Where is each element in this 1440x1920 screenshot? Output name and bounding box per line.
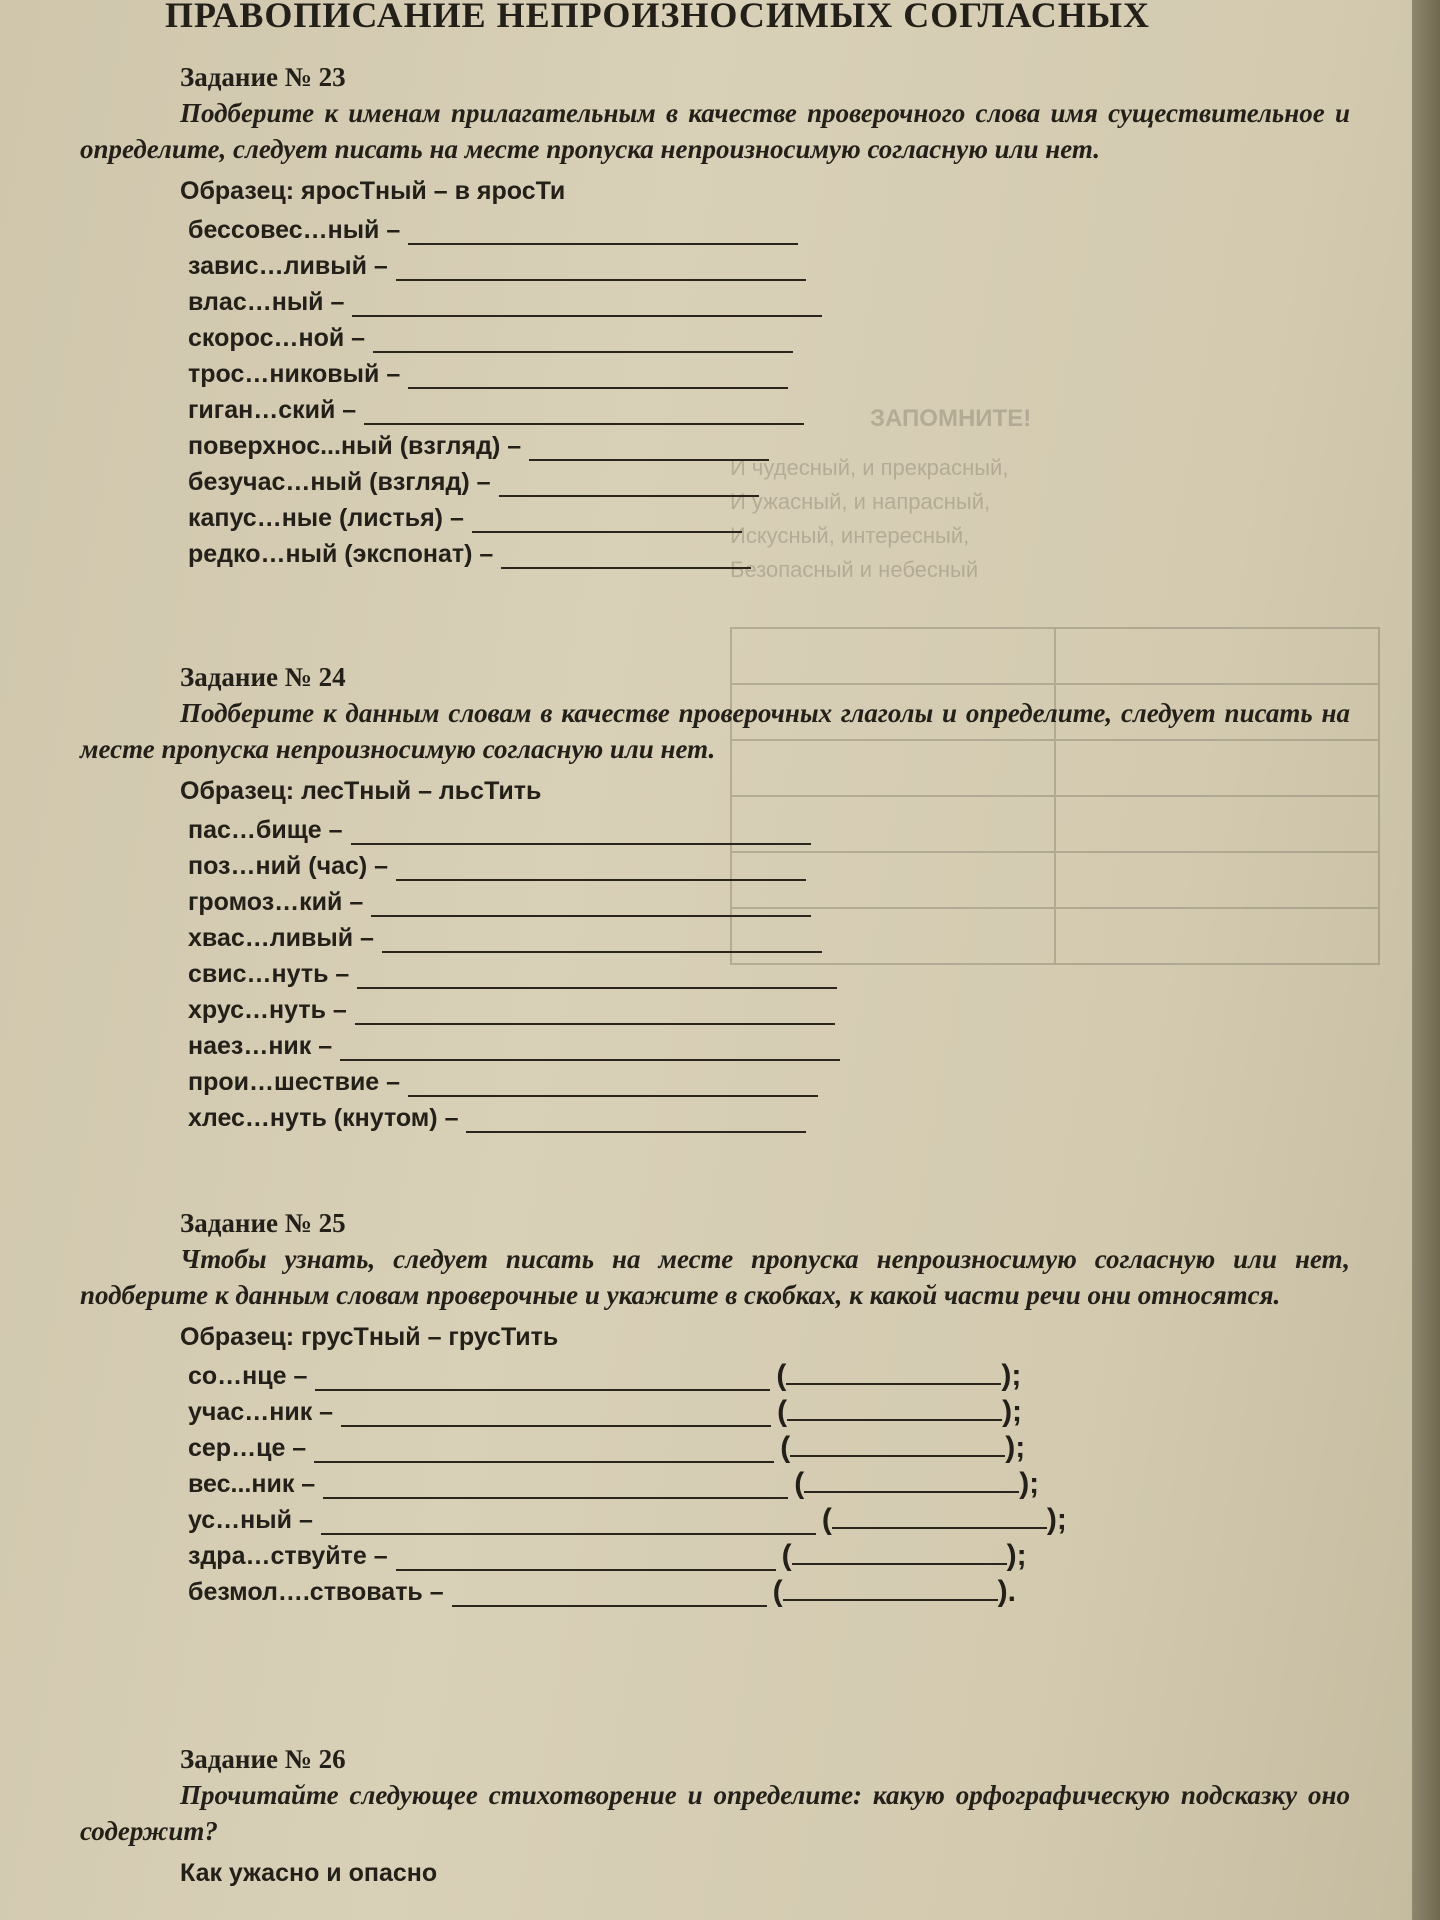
- answer-blank[interactable]: [364, 399, 804, 425]
- paren-open: (: [772, 1575, 783, 1608]
- answer-blank[interactable]: [408, 363, 788, 389]
- part-of-speech-slot[interactable]: [782, 1539, 1027, 1571]
- paren-close: );: [1001, 1359, 1022, 1392]
- part-of-speech-slot[interactable]: [780, 1431, 1025, 1463]
- answer-blank[interactable]: [355, 999, 835, 1025]
- ghost-line: Искусный, интересный,: [730, 523, 970, 548]
- paren-open: (: [777, 1395, 788, 1428]
- answer-blank[interactable]: [357, 963, 837, 989]
- task-23-example: Образец: яросТный – в яросТи: [180, 177, 566, 205]
- exercise-row: [188, 425, 1350, 461]
- paren-open: (: [781, 1539, 792, 1572]
- word: завис…ливый –: [188, 252, 388, 280]
- exercise-row: [188, 389, 1350, 425]
- task-25: [80, 1208, 1350, 1607]
- word: трос…никовый –: [188, 360, 401, 388]
- exercise-row: [188, 353, 1350, 389]
- answer-blank[interactable]: [352, 291, 822, 317]
- task-25-rows: [188, 1355, 1350, 1607]
- part-of-speech-slot[interactable]: [777, 1395, 1022, 1427]
- task-23-title: Задание № 23: [180, 62, 346, 92]
- task-23-rows: [188, 209, 1350, 569]
- exercise-row: [188, 1061, 1350, 1097]
- answer-blank[interactable]: [341, 1401, 771, 1427]
- paren-open: (: [821, 1503, 832, 1536]
- word: поз…ний (час) –: [188, 852, 389, 880]
- word: хрус…нуть –: [188, 996, 347, 1024]
- paren-close: );: [1019, 1467, 1040, 1500]
- paren-close: );: [1005, 1431, 1026, 1464]
- answer-blank[interactable]: [466, 1107, 806, 1133]
- word: скорос…ной –: [188, 324, 366, 352]
- task-24-title: Задание № 24: [180, 662, 346, 692]
- word: сер…це –: [188, 1434, 307, 1462]
- answer-blank[interactable]: [371, 891, 811, 917]
- ghost-title: ЗАПОМНИТЕ!: [870, 405, 1032, 432]
- answer-blank[interactable]: [382, 927, 822, 953]
- ghost-line: Безопасный и небесный: [730, 557, 979, 582]
- part-of-speech-blank[interactable]: [783, 1575, 998, 1601]
- word: прои…шествие –: [188, 1068, 401, 1096]
- ghost-line: И чудесный, и прекрасный,: [730, 455, 1009, 480]
- answer-blank[interactable]: [314, 1437, 774, 1463]
- answer-blank[interactable]: [408, 1071, 818, 1097]
- word: хвас…ливый –: [188, 924, 374, 952]
- paren-close: );: [1046, 1503, 1067, 1536]
- exercise-row: [188, 845, 1350, 881]
- answer-blank[interactable]: [323, 1473, 788, 1499]
- exercise-row: [188, 809, 1350, 845]
- word: пас…бище –: [188, 816, 343, 844]
- book-spine-edge: [1412, 0, 1440, 1920]
- exercise-row: [188, 1535, 1350, 1571]
- exercise-row: [188, 209, 1350, 245]
- word: наез…ник –: [188, 1032, 333, 1060]
- exercise-row: [188, 1025, 1350, 1061]
- ghost-line: И ужасный, и напрасный,: [730, 489, 991, 514]
- section-header: ПРАВОПИСАНИЕ НЕПРОИЗНОСИМЫХ СОГЛАСНЫХ: [165, 0, 1151, 35]
- part-of-speech-slot[interactable]: [822, 1503, 1067, 1535]
- word: здра…ствуйте –: [188, 1542, 388, 1570]
- task-23: [80, 62, 1350, 569]
- exercise-row: [188, 533, 1350, 569]
- word: безмол….ствовать –: [188, 1578, 444, 1606]
- task-25-example: Образец: грусТный – грусТить: [180, 1323, 559, 1351]
- exercise-row: [188, 317, 1350, 353]
- task-24: [80, 662, 1350, 1133]
- word: учас…ник –: [188, 1398, 334, 1426]
- exercise-row: [188, 1571, 1350, 1607]
- task-25-instruction: Чтобы узнать, следует писать на месте пропуска непроизносимую согласную или нет, подберите к данным словам проверочные и укажите в скобках, к какой части речи они относятся.: [80, 1244, 1350, 1310]
- paren-close: );: [1006, 1539, 1027, 1572]
- exercise-row: [188, 1499, 1350, 1535]
- exercise-row: [188, 1463, 1350, 1499]
- answer-blank[interactable]: [501, 543, 751, 569]
- exercise-row: [188, 917, 1350, 953]
- word: поверхнос...ный (взгляд) –: [188, 432, 522, 460]
- answer-blank[interactable]: [340, 1035, 840, 1061]
- answer-blank[interactable]: [529, 435, 769, 461]
- task-24-instruction: Подберите к данным словам в качестве проверочных глаголы и определите, следует писать на месте пропуска непроизносимую согласную или нет.: [80, 698, 1350, 764]
- part-of-speech-slot[interactable]: [773, 1575, 1016, 1607]
- word: бессовес…ный –: [188, 216, 401, 244]
- task-26-instruction: Прочитайте следующее стихотворение и определите: какую орфографическую подсказку оно содержит?: [80, 1780, 1350, 1846]
- answer-blank[interactable]: [396, 1545, 776, 1571]
- exercise-row: [188, 1097, 1350, 1133]
- answer-blank[interactable]: [351, 819, 811, 845]
- exercise-row: [188, 1391, 1350, 1427]
- exercise-row: [188, 1427, 1350, 1463]
- answer-blank[interactable]: [472, 507, 742, 533]
- answer-blank[interactable]: [408, 219, 798, 245]
- exercise-row: [188, 989, 1350, 1025]
- exercise-row: [188, 461, 1350, 497]
- part-of-speech-blank[interactable]: [787, 1395, 1002, 1421]
- word: влас…ный –: [188, 288, 345, 316]
- word: хлес…нуть (кнутом) –: [188, 1104, 459, 1132]
- answer-blank[interactable]: [452, 1581, 767, 1607]
- exercise-row: [188, 953, 1350, 989]
- paren-open: (: [780, 1431, 791, 1464]
- poem-line: Как ужасно и опасно: [180, 1859, 438, 1887]
- task-24-example: Образец: лесТный – льсТить: [180, 777, 542, 805]
- answer-blank[interactable]: [315, 1365, 770, 1391]
- task-24-rows: [188, 809, 1350, 1133]
- task-23-instruction: Подберите к именам прилагательным в качестве проверочного слова имя существительное и определите, следует писать на месте пропуска непроизносимую согласную или нет.: [80, 98, 1350, 164]
- part-of-speech-blank[interactable]: [832, 1503, 1047, 1529]
- part-of-speech-slot[interactable]: [776, 1359, 1021, 1391]
- exercise-row: [188, 881, 1350, 917]
- word: безучас…ный (взгляд) –: [188, 468, 491, 496]
- word: редко…ный (экспонат) –: [188, 540, 494, 568]
- answer-blank[interactable]: [373, 327, 793, 353]
- exercise-row: [188, 497, 1350, 533]
- paren-close: ).: [997, 1575, 1016, 1608]
- word: ус…ный –: [188, 1506, 313, 1534]
- word: со…нце –: [188, 1362, 308, 1390]
- word: капус…ные (листья) –: [188, 504, 464, 532]
- part-of-speech-slot[interactable]: [794, 1467, 1039, 1499]
- answer-blank[interactable]: [499, 471, 759, 497]
- answer-blank[interactable]: [396, 855, 806, 881]
- paren-open: (: [794, 1467, 805, 1500]
- answer-blank[interactable]: [321, 1509, 816, 1535]
- word: гиган…ский –: [188, 396, 357, 424]
- paren-open: (: [776, 1359, 787, 1392]
- exercise-row: [188, 281, 1350, 317]
- word: свис…нуть –: [188, 960, 350, 988]
- task-25-title: Задание № 25: [180, 1208, 346, 1238]
- exercise-row: [188, 1355, 1350, 1391]
- word: громоз…кий –: [188, 888, 364, 916]
- part-of-speech-blank[interactable]: [804, 1467, 1019, 1493]
- exercise-row: [188, 245, 1350, 281]
- answer-blank[interactable]: [396, 255, 806, 281]
- task-26-title: Задание № 26: [180, 1744, 346, 1774]
- part-of-speech-blank[interactable]: [790, 1431, 1005, 1457]
- paren-close: );: [1002, 1395, 1023, 1428]
- part-of-speech-blank[interactable]: [792, 1539, 1007, 1565]
- word: вес...ник –: [188, 1470, 316, 1498]
- part-of-speech-blank[interactable]: [786, 1359, 1001, 1385]
- task-26: [80, 1744, 1350, 1891]
